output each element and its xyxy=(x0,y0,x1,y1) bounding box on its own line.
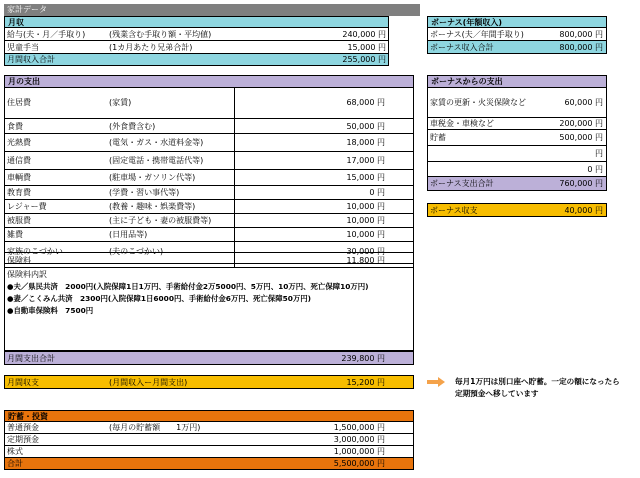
savings-amount: 1,000,000 円 xyxy=(333,447,385,456)
bonus-expense-amount: 500,000 円 xyxy=(559,133,603,142)
expense-label: 食費 xyxy=(7,122,23,131)
expense-note: (日用品等) xyxy=(109,230,148,239)
bonus-expense-row xyxy=(427,146,607,162)
expenses-total-label: 月間支出合計 xyxy=(7,354,55,363)
income-row xyxy=(4,28,389,41)
income-total-label: 月間収入合計 xyxy=(7,55,55,64)
expense-amount: 18,000 円 xyxy=(346,138,385,147)
income-row xyxy=(4,41,389,54)
expense-row xyxy=(5,228,413,242)
savings-total-row xyxy=(4,458,414,470)
expense-row-insurance xyxy=(4,252,414,268)
expense-label: 雑費 xyxy=(7,230,23,239)
expense-amount: 15,000 円 xyxy=(346,173,385,182)
expense-amount: 30,000 円 xyxy=(346,247,385,256)
bonus-expenses-total-row xyxy=(427,177,607,191)
expense-row xyxy=(5,119,413,134)
expense-row xyxy=(5,134,413,152)
income-row-note: (残業含む手取り額・平均値) xyxy=(109,30,212,39)
expense-row xyxy=(5,88,413,119)
savings-label: 株式 xyxy=(7,447,23,456)
expense-note: (教養・趣味・娯楽費等) xyxy=(109,202,196,211)
savings-row xyxy=(4,434,414,446)
bonus-income-amount: 800,000 円 xyxy=(559,30,603,39)
bonus-balance-label: ボーナス収支 xyxy=(430,206,478,215)
monthly-balance-label: 月間収支 xyxy=(7,378,39,387)
savings-row xyxy=(4,422,414,434)
monthly-balance-amount: 15,200 円 xyxy=(346,378,385,387)
expense-label: 教育費 xyxy=(7,188,31,197)
expenses-column-divider xyxy=(234,253,235,268)
expense-label: 車輌費 xyxy=(7,173,31,182)
page-title: 家計データ xyxy=(4,4,420,16)
expense-note: (電気・ガス・水道料金等) xyxy=(109,138,204,147)
bonus-expense-amount: 円 xyxy=(595,149,603,158)
expense-amount: 10,000 円 xyxy=(346,202,385,211)
expense-row xyxy=(5,214,413,228)
expense-amount: 17,000 円 xyxy=(346,156,385,165)
expense-note: (主に子ども・妻の被服費等) xyxy=(109,216,212,225)
savings-row xyxy=(4,446,414,458)
bonus-expenses-total-amount: 760,000 円 xyxy=(559,179,603,188)
expense-row xyxy=(5,186,413,200)
bonus-income-total-amount: 800,000 円 xyxy=(559,43,603,52)
expense-amount: 10,000 円 xyxy=(346,216,385,225)
expenses-header: 月の支出 xyxy=(4,75,414,88)
savings-total-amount: 5,500,000 円 xyxy=(333,459,385,468)
bonus-expense-amount: 60,000 円 xyxy=(564,98,603,107)
bonus-income-total-row xyxy=(427,41,607,54)
insurance-detail-line: ●自動車保険料 7500円 xyxy=(7,306,94,315)
savings-amount: 1,500,000 円 xyxy=(333,423,385,432)
bonus-expense-label: 車税金・車検など xyxy=(430,119,494,128)
memo-text: 毎月1万円は別口座へ貯蓄。一定の額になったら xyxy=(455,377,620,386)
expense-amount: 0 円 xyxy=(369,188,385,197)
expense-label: 被服費 xyxy=(7,216,31,225)
expense-amount: 68,000 円 xyxy=(346,98,385,107)
bonus-expense-amount: 0 円 xyxy=(587,165,603,174)
expense-note: (学費・習い事代等) xyxy=(109,188,180,197)
monthly-balance-note: (月間収入ー月間支出) xyxy=(109,378,188,387)
savings-note: (毎月の貯蓄額 1万円) xyxy=(109,423,201,432)
insurance-detail-title: 保険料内訳 xyxy=(7,270,47,279)
expense-label: レジャー費 xyxy=(7,202,47,211)
bonus-income-row xyxy=(427,28,607,41)
bonus-balance-row xyxy=(427,203,607,217)
bonus-income-total-label: ボーナス収入合計 xyxy=(430,43,494,52)
income-row-label: 児童手当 xyxy=(7,43,39,52)
expenses-total-amount: 239,800 円 xyxy=(341,354,385,363)
expense-note: (駐車場・ガソリン代等) xyxy=(109,173,196,182)
bonus-income-header: ボーナス(年額収入) xyxy=(427,16,607,28)
income-row-amount: 15,000 円 xyxy=(347,43,386,52)
insurance-detail xyxy=(4,268,414,351)
memo-text: 定期預金へ移しています xyxy=(455,389,539,398)
bonus-income-label: ボーナス(夫／年間手取り) xyxy=(430,30,524,39)
arrow-right-icon xyxy=(427,377,445,387)
bonus-expense-row xyxy=(427,118,607,130)
expense-label: 家族のこづかい xyxy=(7,247,63,256)
savings-amount: 3,000,000 円 xyxy=(333,435,385,444)
savings-label: 定期預金 xyxy=(7,435,39,444)
expense-amount: 10,000 円 xyxy=(346,230,385,239)
bonus-balance-amount: 40,000 円 xyxy=(564,206,603,215)
bonus-expense-row xyxy=(427,130,607,146)
bonus-expenses-total-label: ボーナス支出合計 xyxy=(430,179,494,188)
expense-note: (外食費含む) xyxy=(109,122,156,131)
expenses-total-row xyxy=(4,351,414,365)
income-row-amount: 240,000 円 xyxy=(342,30,386,39)
expense-label: 住居費 xyxy=(7,98,31,107)
expense-note: (家賃) xyxy=(109,98,132,107)
bonus-expense-row xyxy=(427,88,607,118)
income-header: 月収 xyxy=(4,16,389,28)
income-row-note: (1カ月あたり兄弟合計) xyxy=(109,43,193,52)
bonus-expense-label: 貯蓄 xyxy=(430,133,446,142)
expense-note: (固定電話・携帯電話代等) xyxy=(109,156,204,165)
expense-row xyxy=(5,152,413,170)
income-row-label: 給与(夫・月／手取り) xyxy=(7,30,86,39)
expense-amount: 11,800 円 xyxy=(346,256,385,265)
insurance-detail-line: ●夫／県民共済 2000円(入院保障1日1万円、手術給付金2万5000円、5万円、10万円、死亡保障10万円) xyxy=(7,282,369,291)
expenses-table xyxy=(4,88,414,264)
income-total-row xyxy=(4,54,389,66)
savings-header: 貯蓄・投資 xyxy=(4,410,414,422)
bonus-expense-amount: 200,000 円 xyxy=(559,119,603,128)
expense-note: (夫のこづかい) xyxy=(109,247,164,256)
expense-label: 光熱費 xyxy=(7,138,31,147)
income-total-amount: 255,000 円 xyxy=(342,55,386,64)
bonus-expense-label: 家賃の更新・火災保険など xyxy=(430,98,526,107)
savings-total-label: 合計 xyxy=(7,459,23,468)
expense-label: 保険料 xyxy=(7,256,31,265)
bonus-expenses-header: ボーナスからの支出 xyxy=(427,75,607,88)
expense-row xyxy=(5,170,413,186)
insurance-detail-line: ●妻／こくみん共済 2300円(入院保障1日6000円、手術給付金6万円、死亡保障50万円) xyxy=(7,294,312,303)
expense-amount: 50,000 円 xyxy=(346,122,385,131)
expense-row xyxy=(5,200,413,214)
savings-label: 普通預金 xyxy=(7,423,39,432)
expense-label: 通信費 xyxy=(7,156,31,165)
monthly-balance-row xyxy=(4,375,414,389)
bonus-expense-row xyxy=(427,162,607,177)
